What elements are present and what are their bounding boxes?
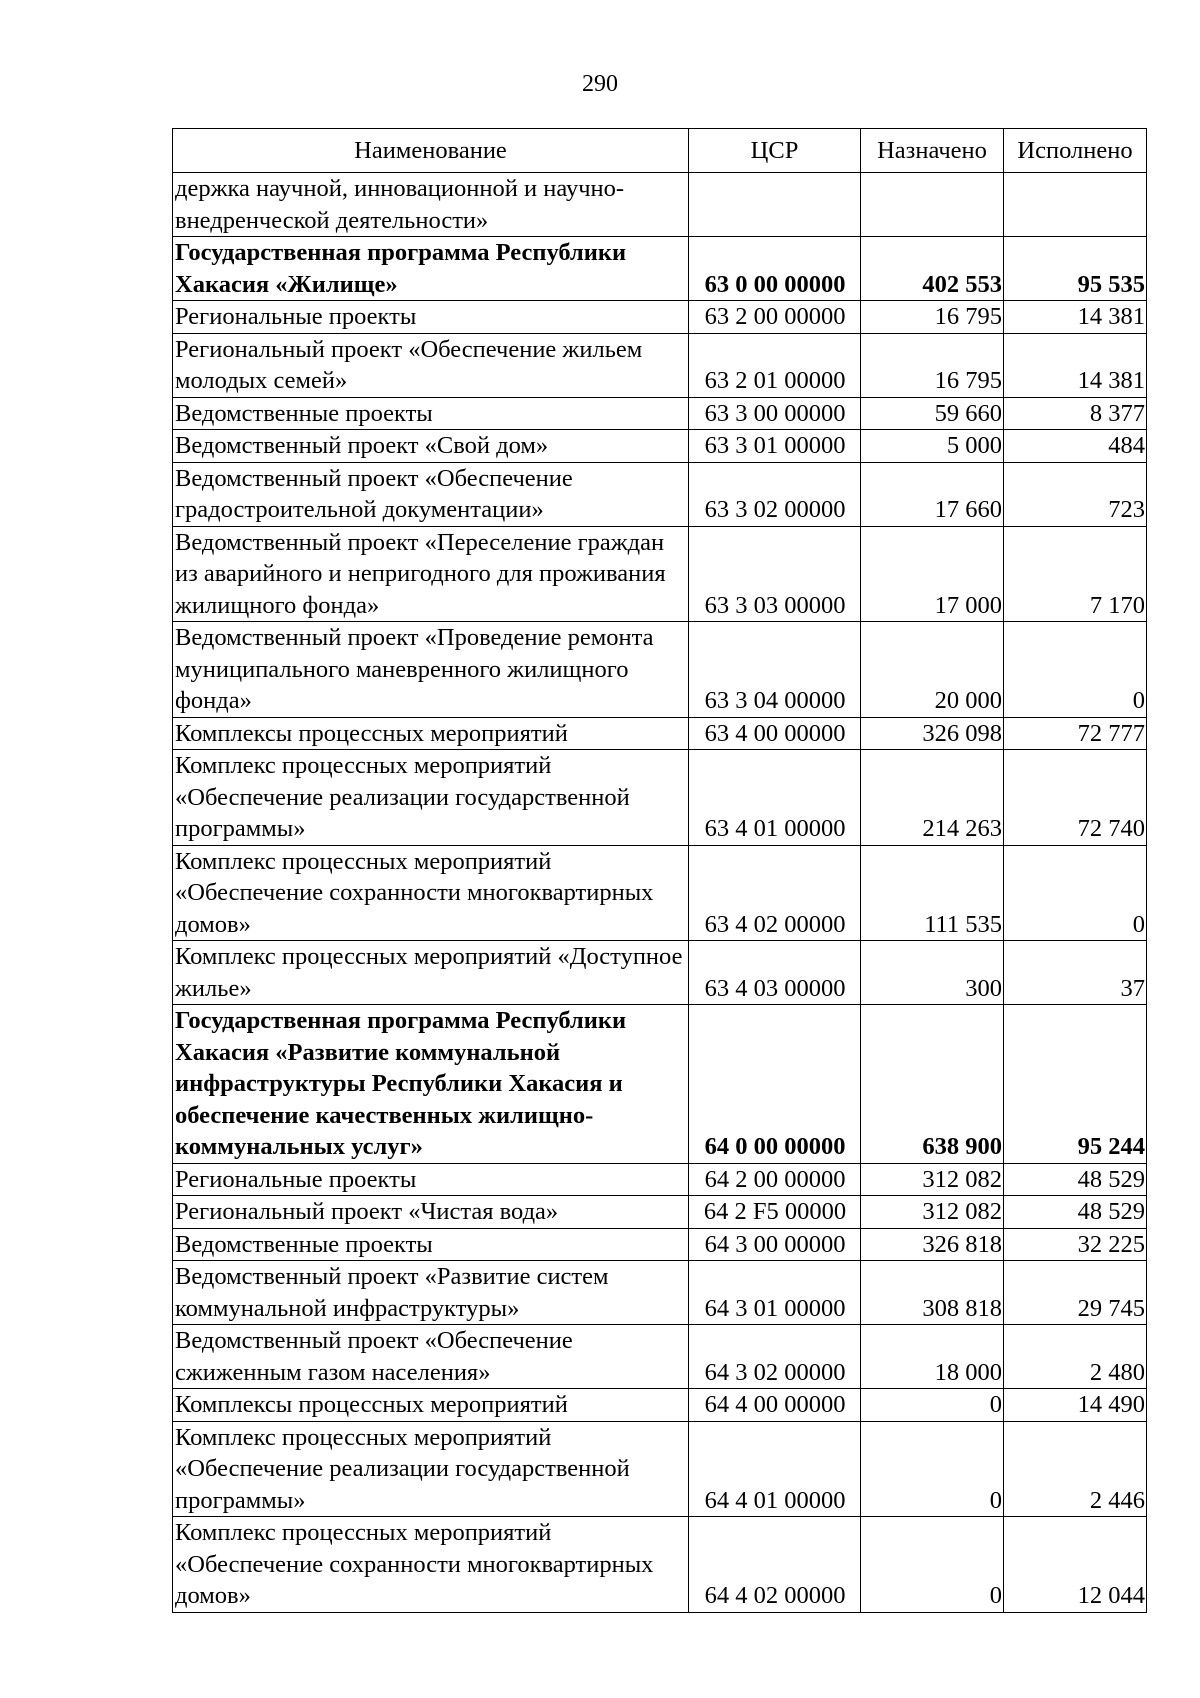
cell-name: Комплекс процессных мероприятий «Обеспечение сохранности многоквартирных домов» [173, 845, 689, 941]
cell-executed [1004, 173, 1147, 237]
table-body [173, 173, 1147, 1613]
cell-planned: 326 098 [861, 717, 1004, 750]
cell-name: Ведомственный проект «Проведение ремонта муниципального маневренного жилищного фонда» [173, 622, 689, 718]
cell-planned: 111 535 [861, 845, 1004, 941]
table-row [173, 1005, 1147, 1164]
cell-executed: 95 535 [1004, 237, 1147, 301]
table-row [173, 622, 1147, 718]
cell-csr: 63 0 00 00000 [689, 237, 861, 301]
cell-planned: 402 553 [861, 237, 1004, 301]
cell-csr: 63 4 00 00000 [689, 717, 861, 750]
cell-planned: 0 [861, 1389, 1004, 1422]
table-row [173, 845, 1147, 941]
table-row [173, 1196, 1147, 1229]
cell-executed: 484 [1004, 430, 1147, 463]
cell-name: Государственная программа Республики Хакасия «Развитие коммунальной инфраструктуры Республики Хакасия и обеспечение качественных жилищно-коммунальных услуг» [173, 1005, 689, 1164]
table-row [173, 430, 1147, 463]
cell-name: Региональные проекты [173, 1163, 689, 1196]
header-planned: Назначено [861, 129, 1004, 173]
cell-executed: 8 377 [1004, 397, 1147, 430]
table-row [173, 1163, 1147, 1196]
cell-executed: 0 [1004, 622, 1147, 718]
cell-planned: 17 660 [861, 462, 1004, 526]
cell-planned: 326 818 [861, 1228, 1004, 1261]
table-row [173, 301, 1147, 334]
table-row [173, 941, 1147, 1005]
cell-name: Комплекс процессных мероприятий «Обеспечение сохранности многоквартирных домов» [173, 1517, 689, 1613]
cell-planned: 312 082 [861, 1196, 1004, 1229]
cell-csr: 64 2 F5 00000 [689, 1196, 861, 1229]
cell-csr: 63 3 02 00000 [689, 462, 861, 526]
cell-name: Комплекс процессных мероприятий «Обеспечение реализации государственной программы» [173, 750, 689, 846]
cell-executed: 72 777 [1004, 717, 1147, 750]
cell-name: Комплексы процессных мероприятий [173, 1389, 689, 1422]
cell-name: держка научной, инновационной и научно-внедренческой деятельности» [173, 173, 689, 237]
cell-csr: 64 4 00 00000 [689, 1389, 861, 1422]
cell-csr: 64 2 00 00000 [689, 1163, 861, 1196]
table-row [173, 237, 1147, 301]
table-row [173, 462, 1147, 526]
cell-csr [689, 173, 861, 237]
cell-executed: 0 [1004, 845, 1147, 941]
header-csr: ЦСР [689, 129, 861, 173]
table-row [173, 173, 1147, 237]
table-row [173, 526, 1147, 622]
cell-planned [861, 173, 1004, 237]
cell-name: Ведомственный проект «Переселение граждан из аварийного и непригодного для проживания жилищного фонда» [173, 526, 689, 622]
cell-csr: 63 2 01 00000 [689, 333, 861, 397]
cell-name: Ведомственный проект «Свой дом» [173, 430, 689, 463]
cell-csr: 64 3 00 00000 [689, 1228, 861, 1261]
cell-name: Государственная программа Республики Хакасия «Жилище» [173, 237, 689, 301]
cell-name: Ведомственные проекты [173, 1228, 689, 1261]
cell-csr: 63 2 00 00000 [689, 301, 861, 334]
cell-planned: 308 818 [861, 1261, 1004, 1325]
cell-csr: 63 4 03 00000 [689, 941, 861, 1005]
cell-csr: 64 3 02 00000 [689, 1325, 861, 1389]
cell-name: Ведомственный проект «Обеспечение сжиженным газом населения» [173, 1325, 689, 1389]
cell-executed: 72 740 [1004, 750, 1147, 846]
cell-executed: 12 044 [1004, 1517, 1147, 1613]
cell-csr: 64 0 00 00000 [689, 1005, 861, 1164]
cell-planned: 16 795 [861, 301, 1004, 334]
cell-executed: 95 244 [1004, 1005, 1147, 1164]
cell-planned: 17 000 [861, 526, 1004, 622]
table-row [173, 1421, 1147, 1517]
page-number: 290 [582, 71, 618, 97]
cell-csr: 63 4 02 00000 [689, 845, 861, 941]
header-executed: Исполнено [1004, 129, 1147, 173]
cell-planned: 638 900 [861, 1005, 1004, 1164]
cell-name: Комплекс процессных мероприятий «Доступное жилье» [173, 941, 689, 1005]
cell-name: Региональный проект «Чистая вода» [173, 1196, 689, 1229]
cell-executed: 723 [1004, 462, 1147, 526]
cell-planned: 312 082 [861, 1163, 1004, 1196]
cell-executed: 29 745 [1004, 1261, 1147, 1325]
cell-csr: 63 3 00 00000 [689, 397, 861, 430]
cell-name: Ведомственный проект «Обеспечение градостроительной документации» [173, 462, 689, 526]
cell-csr: 63 3 04 00000 [689, 622, 861, 718]
table-row [173, 1228, 1147, 1261]
table-row [173, 397, 1147, 430]
cell-executed: 48 529 [1004, 1196, 1147, 1229]
header-row [173, 129, 1147, 173]
header-name: Наименование [173, 129, 689, 173]
cell-name: Региональные проекты [173, 301, 689, 334]
cell-csr: 63 3 01 00000 [689, 430, 861, 463]
cell-name: Комплексы процессных мероприятий [173, 717, 689, 750]
table-row [173, 750, 1147, 846]
cell-csr: 64 4 02 00000 [689, 1517, 861, 1613]
table-row [173, 333, 1147, 397]
cell-planned: 16 795 [861, 333, 1004, 397]
cell-name: Региональный проект «Обеспечение жильем молодых семей» [173, 333, 689, 397]
cell-csr: 64 4 01 00000 [689, 1421, 861, 1517]
cell-planned: 5 000 [861, 430, 1004, 463]
cell-planned: 0 [861, 1517, 1004, 1613]
cell-executed: 32 225 [1004, 1228, 1147, 1261]
budget-table [172, 128, 1147, 1613]
cell-planned: 300 [861, 941, 1004, 1005]
cell-name: Ведомственные проекты [173, 397, 689, 430]
cell-executed: 48 529 [1004, 1163, 1147, 1196]
cell-name: Комплекс процессных мероприятий «Обеспечение реализации государственной программы» [173, 1421, 689, 1517]
cell-executed: 7 170 [1004, 526, 1147, 622]
cell-executed: 14 381 [1004, 333, 1147, 397]
table-row [173, 1389, 1147, 1422]
cell-planned: 0 [861, 1421, 1004, 1517]
cell-executed: 2 446 [1004, 1421, 1147, 1517]
table-row [173, 717, 1147, 750]
cell-planned: 20 000 [861, 622, 1004, 718]
cell-executed: 37 [1004, 941, 1147, 1005]
cell-csr: 64 3 01 00000 [689, 1261, 861, 1325]
cell-executed: 14 490 [1004, 1389, 1147, 1422]
cell-planned: 59 660 [861, 397, 1004, 430]
cell-planned: 214 263 [861, 750, 1004, 846]
cell-csr: 63 3 03 00000 [689, 526, 861, 622]
cell-executed: 2 480 [1004, 1325, 1147, 1389]
table-row [173, 1261, 1147, 1325]
table-row [173, 1325, 1147, 1389]
cell-executed: 14 381 [1004, 301, 1147, 334]
cell-planned: 18 000 [861, 1325, 1004, 1389]
table-header [173, 129, 1147, 173]
cell-name: Ведомственный проект «Развитие систем коммунальной инфраструктуры» [173, 1261, 689, 1325]
table-row [173, 1517, 1147, 1613]
cell-csr: 63 4 01 00000 [689, 750, 861, 846]
